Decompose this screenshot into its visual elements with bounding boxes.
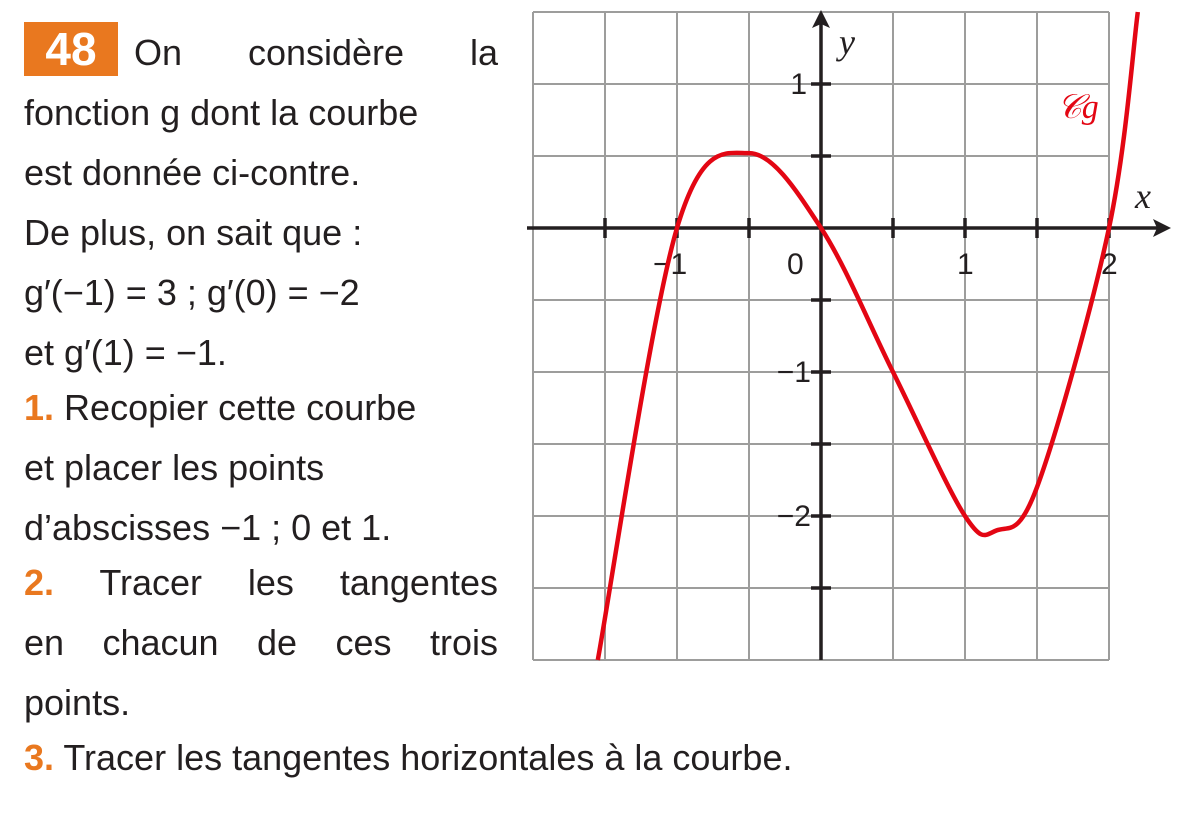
intro-line-3: est donnée ci-contre. xyxy=(24,152,361,193)
question-2-number: 2. xyxy=(24,562,55,603)
question-1-number: 1. xyxy=(24,387,55,428)
question-2-line-2: en chacun de ces trois xyxy=(24,622,498,663)
x-tick-label-minus-1: −1 xyxy=(653,248,688,281)
x-tick-label-1: 1 xyxy=(957,248,974,281)
question-2-line-1 xyxy=(24,563,498,603)
x-tick-label-0: 0 xyxy=(787,248,804,281)
y-axis-label: y xyxy=(839,22,855,62)
intro-line-5: g′(−1) = 3 ; g′(0) = −2 xyxy=(24,272,360,313)
question-1-line-3: d’abscisses −1 ; 0 et 1. xyxy=(24,507,392,548)
intro-line-4: De plus, on sait que : xyxy=(24,212,363,253)
function-graph xyxy=(527,8,1187,668)
intro-line-2-text: fonction g dont la courbe xyxy=(24,92,419,133)
question-2-text: Tracer les tangentes xyxy=(99,562,498,603)
y-tick-label-1: 1 xyxy=(790,68,807,101)
exercise-number-badge: 48 xyxy=(24,22,118,76)
question-3-line-1 xyxy=(24,738,792,778)
question-3-text: Tracer les tangentes horizontales à la courbe. xyxy=(63,737,793,778)
curve-label: 𝒞g xyxy=(1057,89,1099,126)
axis-ticks xyxy=(605,84,1109,588)
question-3-number: 3. xyxy=(24,737,55,778)
question-1-line-2: et placer les points xyxy=(24,447,325,488)
x-tick-label-2: 2 xyxy=(1101,248,1118,281)
y-tick-label-minus-2: −2 xyxy=(776,500,811,533)
intro-line-2 xyxy=(24,93,418,133)
question-2-line-3: points. xyxy=(24,682,131,723)
intro-line-6: et g′(1) = −1. xyxy=(24,332,227,373)
question-1-line-1 xyxy=(24,388,416,428)
y-tick-label-minus-1: −1 xyxy=(776,356,811,389)
question-1-text: Recopier cette courbe xyxy=(64,387,417,428)
x-axis-label: x xyxy=(1135,176,1151,216)
intro-line-1: On considère la xyxy=(134,32,498,73)
